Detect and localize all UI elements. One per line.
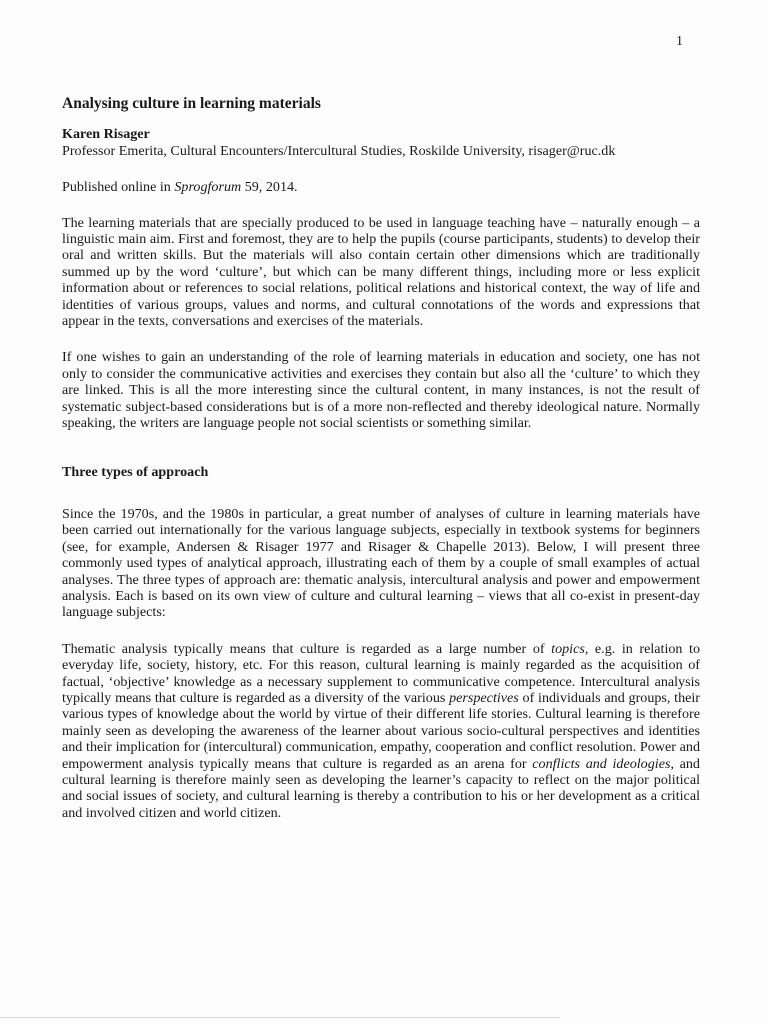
emphasis-perspectives: perspectives — [449, 689, 519, 706]
emphasis-conflicts: conflicts and ideologies — [532, 755, 671, 772]
section-heading: Three types of approach — [62, 463, 209, 480]
scan-edge-line — [0, 1017, 560, 1018]
document-title: Analysing culture in learning materials — [62, 95, 321, 112]
emphasis-topics: topics — [551, 640, 585, 657]
publication-prefix: Published online in — [62, 179, 175, 196]
publication-suffix: 59, 2014. — [241, 179, 298, 196]
journal-name: Sprogforum — [174, 179, 242, 196]
document-body — [62, 96, 700, 841]
page-number: 1 — [676, 34, 683, 49]
paragraph-text: , e.g. in relation to everyday life, society, history, etc. For this reason, cultural learning is mainly regarded as the acquisition of factual, ‘objective’ knowledge as a necessary supplement to communicative competence. Intercultural analysis typically means that culture is regarded as a diversity of the various — [62, 640, 700, 706]
publication-note — [62, 179, 700, 195]
paragraph-text: , and cultural learning is therefore mainly seen as developing the learner’s capacity to reflect on the major political and social issues of society, and cultural learning is thereby a contribution to his or her development as a critical and involved citizen and world citizen. — [62, 755, 700, 821]
author-affiliation: Professor Emerita, Cultural Encounters/Intercultural Studies, Roskilde University, risager@ruc.dk — [62, 142, 616, 159]
paragraph-text: of individuals and groups, their various types of knowledge about the world by virtue of their different life stories. Cultural learning is therefore mainly seen as developing the awareness of the learner about various socio-cultural perspectives and identities and their implication for (intercultural) communication, empathy, cooperation and conflict resolution. Power and empowerment analysis typically means that culture is regarded as an arena for — [62, 689, 700, 772]
author-name: Karen Risager — [62, 126, 150, 143]
approach-paragraph-2 — [62, 641, 700, 821]
intro-paragraph-2: If one wishes to gain an understanding of the role of learning materials in education and society, one has not only to consider the communicative activities and exercises they contain but also all the ‘culture’ to which they are linked. This is all the more interesting since the cultural content, in many instances, is not the result of systematic subject-based considerations but is of a more non-reflected and thereby ideological nature. Normally speaking, the writers are language people not social scientists or something similar. — [62, 349, 700, 432]
approach-paragraph-1: Since the 1970s, and the 1980s in particular, a great number of analyses of culture in learning materials have been carried out internationally for the various language subjects, especially in textbook systems for beginners (see, for example, Andersen & Risager 1977 and Risager & Chapelle 2013). Below, I will present three commonly used types of analytical approach, illustrating each of them by a couple of small examples of actual analyses. The three types of approach are: thematic analysis, intercultural analysis and power and empowerment analysis. Each is based on its own view of culture and cultural learning – views that all co-exist in present-day language subjects: — [62, 505, 700, 621]
paragraph-text: Thematic analysis typically means that culture is regarded as a large number of — [62, 640, 552, 657]
intro-paragraph-1: The learning materials that are specially produced to be used in language teaching have – naturally enough – a linguistic main aim. First and foremost, they are to help the pupils (course participants, students) to develop their oral and written skills. But the materials will also contain certain other dimensions which are traditionally summed up by the word ‘culture’, but which can be many different things, including more or less explicit information about or references to social relations, political relations and historical context, the way of life and identities of various groups, values and norms, and cultural connotations of the words and expressions that appear in the texts, conversations and exercises of the materials. — [62, 214, 700, 330]
